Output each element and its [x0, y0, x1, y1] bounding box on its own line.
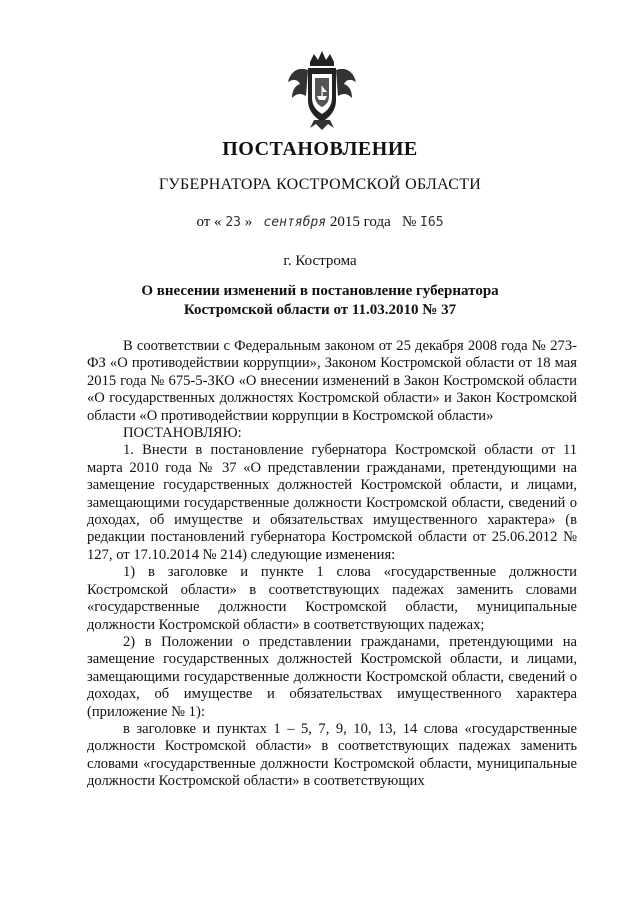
- heading-line-1: О внесении изменений в постановление губернатора: [141, 283, 499, 299]
- body-paragraph: в заголовке и пунктах 1 – 5, 7, 9, 10, 13, 14 слова «государственные должности Костромской области» в соответствующих падежах заменить словами «государственные должности Костромской области, муниципальные должности Костромской области» в соответствующих: [87, 720, 577, 790]
- coat-of-arms-emblem: [286, 48, 358, 130]
- date-line: [0, 214, 640, 231]
- number-label: №: [401, 214, 417, 230]
- date-prefix: от «: [196, 214, 222, 230]
- date-year: 2015 года: [329, 214, 391, 230]
- document-body: [87, 338, 577, 791]
- body-paragraph: 1) в заголовке и пункте 1 слова «государственные должности Костромской области» в соответствующих падежах заменить словами «государственные должности Костромской области, муниципальные должности Костромской области» в соответствующих падежах;: [87, 564, 577, 633]
- document-title: ПОСТАНОВЛЕНИЕ: [222, 138, 418, 160]
- body-paragraph: ПОСТАНОВЛЯЮ:: [123, 425, 242, 442]
- body-paragraph: 2) в Положении о представлении гражданами, претендующими на замещение государственных должностей Костромской области, и лицами, замещающими государственные должности Костромской области, сведений о доходах, об имуществе и обязательствах имущественного характера (приложение № 1):: [87, 633, 577, 720]
- body-paragraph: 1. Внести в постановление губернатора Костромской области от 11 марта 2010 года № 37 «О представлении гражданами, претендующими на замещение государственных должностей Костромской области, и лицами, замещающими государственные должности Костромской области, сведений о доходах, об имуществе и обязательствах имущественного характера» (в редакции постановлений губернатора Костромской области от 25.06.2012 № 127, от 17.10.2014 № 214) следующие изменения:: [87, 442, 577, 563]
- date-day: 23: [225, 215, 241, 230]
- document-heading: [0, 282, 640, 320]
- heading-line-2: Костромской области от 11.03.2010 № 37: [183, 302, 457, 318]
- date-month: сентября: [263, 215, 327, 230]
- date-separator: »: [244, 214, 253, 230]
- body-paragraph: В соответствии с Федеральным законом от 25 декабря 2008 года № 273-ФЗ «О противодействии коррупции», Законом Костромской области от 18 мая 2015 года № 675-5-ЗКО «О внесении изменений в Закон Костромской области «О государственных должностях Костромской области» и Закон Костромской области «О противодействии коррупции в Костромской области»: [87, 338, 577, 424]
- city-line: г. Кострома: [283, 253, 357, 269]
- document-number: I65: [420, 215, 444, 230]
- issuer-title: ГУБЕРНАТОРА КОСТРОМСКОЙ ОБЛАСТИ: [158, 176, 482, 193]
